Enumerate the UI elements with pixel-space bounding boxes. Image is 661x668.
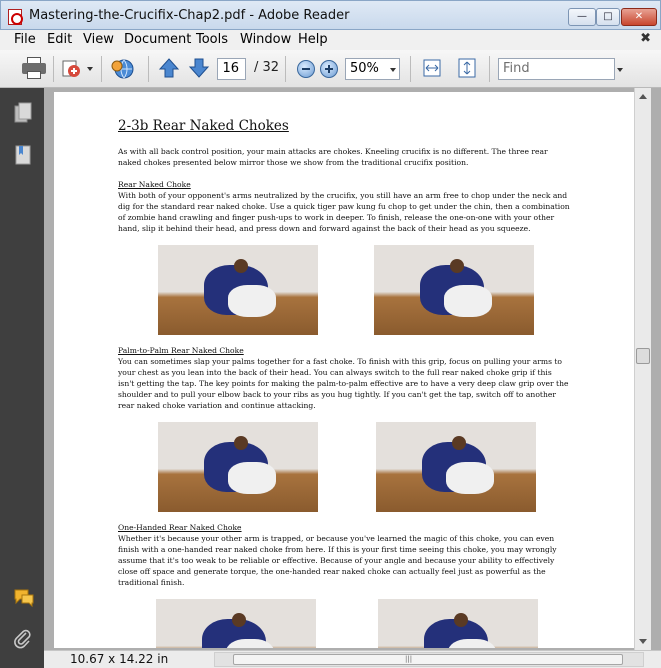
- bookmarks-icon[interactable]: [13, 144, 33, 166]
- globe-gear-icon: [110, 57, 136, 81]
- menu-help[interactable]: Help: [298, 32, 328, 47]
- fit-page-icon: [456, 57, 478, 79]
- technique-photo: [376, 422, 536, 512]
- technique-photo: [158, 422, 318, 512]
- menu-bar: [0, 30, 661, 50]
- photo-row: [118, 599, 570, 648]
- menu-file[interactable]: File: [14, 32, 36, 47]
- page-size-readout: 10.67 x 14.22 in: [70, 652, 169, 666]
- pages-icon[interactable]: [13, 102, 33, 124]
- find-dropdown-arrow-icon[interactable]: [617, 68, 623, 72]
- toolbar-separator: [489, 56, 490, 82]
- toolbar-separator: [53, 56, 54, 82]
- dropdown-arrow-icon: [390, 68, 396, 72]
- close-window-button[interactable]: ✕: [621, 8, 657, 26]
- subsection-title-one-handed: One-Handed Rear Naked Choke: [118, 523, 242, 532]
- find-input[interactable]: Find: [498, 58, 615, 80]
- document-view[interactable]: [44, 88, 661, 668]
- collaborate-icon[interactable]: [110, 57, 138, 81]
- share-icon: [60, 57, 82, 79]
- vertical-scroll-thumb[interactable]: [636, 348, 650, 364]
- toolbar-separator: [148, 56, 149, 82]
- horizontal-scrollbar[interactable]: [214, 652, 644, 667]
- window-title: Mastering-the-Crucifix-Chap2.pdf - Adobe Reader: [29, 8, 350, 23]
- technique-photo: [374, 245, 534, 335]
- toolbar-separator: [101, 56, 102, 82]
- page-number-input[interactable]: 16: [217, 58, 246, 80]
- plus-icon-vertical: [328, 65, 330, 73]
- zoom-value: 50%: [350, 61, 379, 76]
- comments-icon[interactable]: [13, 588, 35, 608]
- pdf-page: [54, 92, 634, 648]
- section-heading: 2-3b Rear Naked Chokes: [118, 118, 289, 134]
- scroll-grip-icon: |||: [405, 655, 413, 663]
- arrow-down-icon: [188, 57, 210, 79]
- vertical-scrollbar[interactable]: [634, 88, 651, 650]
- arrow-up-icon: [158, 57, 180, 79]
- photo-row: [118, 245, 570, 337]
- menu-edit[interactable]: Edit: [47, 32, 73, 47]
- status-bar: [44, 650, 661, 668]
- menu-tools[interactable]: Tools: [196, 32, 229, 47]
- menu-view[interactable]: View: [83, 32, 114, 47]
- zoom-out-button[interactable]: [297, 60, 315, 78]
- maximize-button[interactable]: □: [596, 8, 620, 26]
- subsection-title-rear-naked-choke: Rear Naked Choke: [118, 180, 191, 189]
- minus-icon: [302, 68, 310, 70]
- menu-window[interactable]: Window: [240, 32, 292, 47]
- menu-document[interactable]: Document: [124, 32, 192, 47]
- fit-width-button[interactable]: [421, 57, 443, 79]
- fit-page-button[interactable]: [456, 57, 478, 79]
- toolbar-separator: [410, 56, 411, 82]
- previous-page-button[interactable]: [158, 57, 180, 79]
- subsection-title-palm-to-palm: Palm-to-Palm Rear Naked Choke: [118, 346, 244, 355]
- intro-paragraph: As with all back control position, your main attacks are chokes. Kneeling crucifix is no different. The three rear naked chokes presented below mirror those we show from the traditional crucifix position.: [118, 147, 548, 167]
- technique-photo: [158, 245, 318, 335]
- navigation-panel: [0, 88, 44, 668]
- paragraph-palm-to-palm: You can sometimes slap your palms together for a fast choke. To finish with this grip, focus on pulling your arms to your chest as you lean into the back of their head. You can always switch to the full rear naked choke grip if this isn't getting the tap. The key points for making the palm-to-palm effective are to have a very deep claw grip over the shoulder and to pull your elbow back to your ribs as you hug tightly. If you can't get the tap, switch off to another rear naked choke variation and continue attacking.: [118, 357, 569, 410]
- minimize-button[interactable]: —: [568, 8, 596, 26]
- horizontal-scroll-thumb[interactable]: [233, 654, 623, 665]
- toolbar-separator: [285, 56, 286, 82]
- paragraph-one-handed: Whether it's because your other arm is trapped, or because you've learned the magic of this choke, you can even finish with a one-handed rear naked choke from here. If this is your first time seeing this choke, you may wrongly assume that it's too weak to be reliable or effective. Because of your angle and because your ability to effectively close off space and generate torque, the one-handed rear naked choke can actually feel just as powerful as the traditional finish.: [118, 534, 557, 587]
- pdf-app-icon: [8, 9, 22, 25]
- photo-row: [118, 422, 570, 514]
- attachment-paperclip-icon[interactable]: [13, 628, 33, 650]
- scroll-up-arrow-icon[interactable]: [639, 94, 647, 99]
- page-total: / 32: [254, 60, 280, 75]
- close-document-icon[interactable]: ✖: [640, 31, 651, 46]
- technique-photo: [156, 599, 316, 648]
- zoom-select[interactable]: [345, 58, 400, 80]
- scroll-down-arrow-icon[interactable]: [639, 639, 647, 644]
- technique-photo: [378, 599, 538, 648]
- dropdown-arrow-icon: [87, 67, 93, 71]
- page-content: [118, 118, 570, 648]
- print-icon[interactable]: [22, 57, 46, 79]
- title-bar: [0, 0, 661, 30]
- zoom-in-button[interactable]: [320, 60, 338, 78]
- share-icon-button[interactable]: [60, 57, 90, 79]
- paragraph-rear-naked-choke: With both of your opponent's arms neutralized by the crucifix, you still have an arm free to chop under the neck and dig for the standard rear naked choke. Use a quick tiger paw kung fu chop to get under the chin, then a combination of zombie hand crawling and finger push-ups to work in deeper. To finish, release the one-on-one with your other hand, slip it behind their head, and press down and forward against the back of their head as you squeeze.: [118, 191, 570, 233]
- toolbar: [0, 50, 661, 88]
- next-page-button[interactable]: [188, 57, 210, 79]
- fit-width-icon: [421, 57, 443, 79]
